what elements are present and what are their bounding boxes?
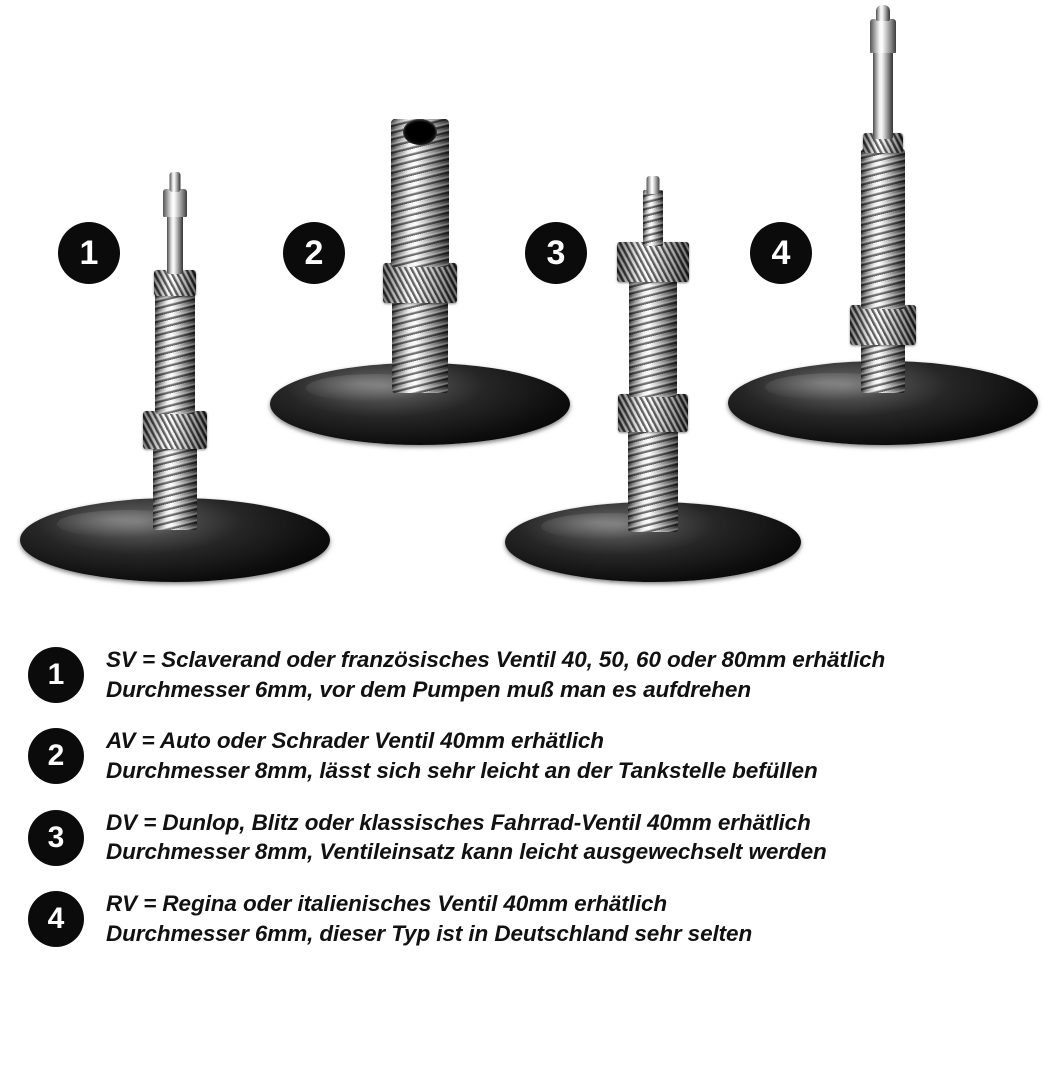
legend-item-2 bbox=[0, 726, 1062, 785]
illustration-badge-3-label: 3 bbox=[546, 234, 566, 272]
valve-4-tip bbox=[876, 5, 890, 21]
legend-text-3 bbox=[106, 808, 827, 867]
valve-3-lock-nut bbox=[618, 394, 688, 432]
valve-1-core-nut bbox=[163, 189, 187, 217]
valve-1-upper-stem bbox=[155, 292, 195, 414]
legend-badge-2 bbox=[28, 728, 84, 784]
illustration-badge-1 bbox=[58, 222, 120, 284]
legend-text-1-line2: Durchmesser 6mm, vor dem Pumpen muß man es aufdrehen bbox=[106, 676, 751, 702]
valve-1-lower-stem bbox=[153, 440, 197, 530]
valve-1-lock-nut bbox=[143, 411, 207, 449]
legend-text-4 bbox=[106, 889, 752, 948]
legend-badge-2-label: 2 bbox=[47, 739, 65, 773]
illustration-badge-2-label: 2 bbox=[304, 234, 324, 272]
legend-item-4 bbox=[0, 889, 1062, 948]
illustration-badge-3 bbox=[525, 222, 587, 284]
legend-text-1-line1: SV = Sclaverand oder französisches Ventil 40, 50, 60 oder 80mm erhätlich bbox=[106, 647, 886, 672]
legend-badge-1 bbox=[28, 647, 84, 703]
valve-2-lower-stem bbox=[392, 293, 448, 393]
valve-3-lower-stem bbox=[628, 424, 678, 532]
legend-badge-1-label: 1 bbox=[47, 658, 65, 691]
illustration-badge-2 bbox=[283, 222, 345, 284]
legend-text-1 bbox=[106, 645, 885, 704]
legend-text-3-line1: DV = Dunlop, Blitz oder klassisches Fahrrad-Ventil 40mm erhätlich bbox=[106, 809, 811, 835]
legend-badge-4-label: 4 bbox=[47, 902, 65, 936]
valve-2-lock-nut bbox=[383, 263, 457, 303]
illustration-badge-4-label: 4 bbox=[771, 234, 791, 272]
legend-text-4-line2: Durchmesser 6mm, dieser Typ ist in Deutschland sehr selten bbox=[106, 920, 753, 946]
legend-text-4-line1: RV = Regina oder italienisches Ventil 40mm erhätlich bbox=[106, 891, 668, 917]
illustration-badge-4 bbox=[750, 222, 812, 284]
valve-4-lock-nut bbox=[850, 305, 916, 345]
valve-4-lower-stem bbox=[861, 337, 905, 393]
legend-text-3-line2: Durchmesser 8mm, Ventileinsatz kann leicht ausgewechselt werden bbox=[106, 839, 827, 865]
valve-1-core-shaft bbox=[167, 212, 183, 274]
valve-4-core-nut bbox=[870, 19, 896, 53]
valve-1-tip bbox=[170, 172, 181, 192]
valve-2-opening bbox=[403, 119, 437, 145]
legend-badge-3 bbox=[28, 810, 84, 866]
legend-text-2-line2: Durchmesser 8mm, lässt sich sehr leicht an der Tankstelle befüllen bbox=[106, 758, 818, 784]
illustration-badge-1-label: 1 bbox=[79, 234, 99, 272]
valve-3-core-shaft bbox=[643, 190, 663, 246]
valve-3-upper-stem bbox=[629, 277, 677, 397]
valve-4-upper-stem bbox=[861, 149, 905, 309]
legend-item-3 bbox=[0, 808, 1062, 867]
valve-3-collar-nut bbox=[617, 242, 689, 282]
legend-item-1 bbox=[0, 645, 1062, 704]
legend-text-2-line1: AV = Auto oder Schrader Ventil 40mm erhätlich bbox=[106, 728, 604, 754]
valve-4-core-shaft bbox=[873, 47, 893, 139]
legend-badge-4 bbox=[28, 891, 84, 947]
legend-text-2 bbox=[106, 726, 818, 785]
legend bbox=[0, 645, 1062, 971]
legend-badge-3-label: 3 bbox=[47, 820, 65, 854]
valve-3-tip bbox=[647, 176, 660, 194]
